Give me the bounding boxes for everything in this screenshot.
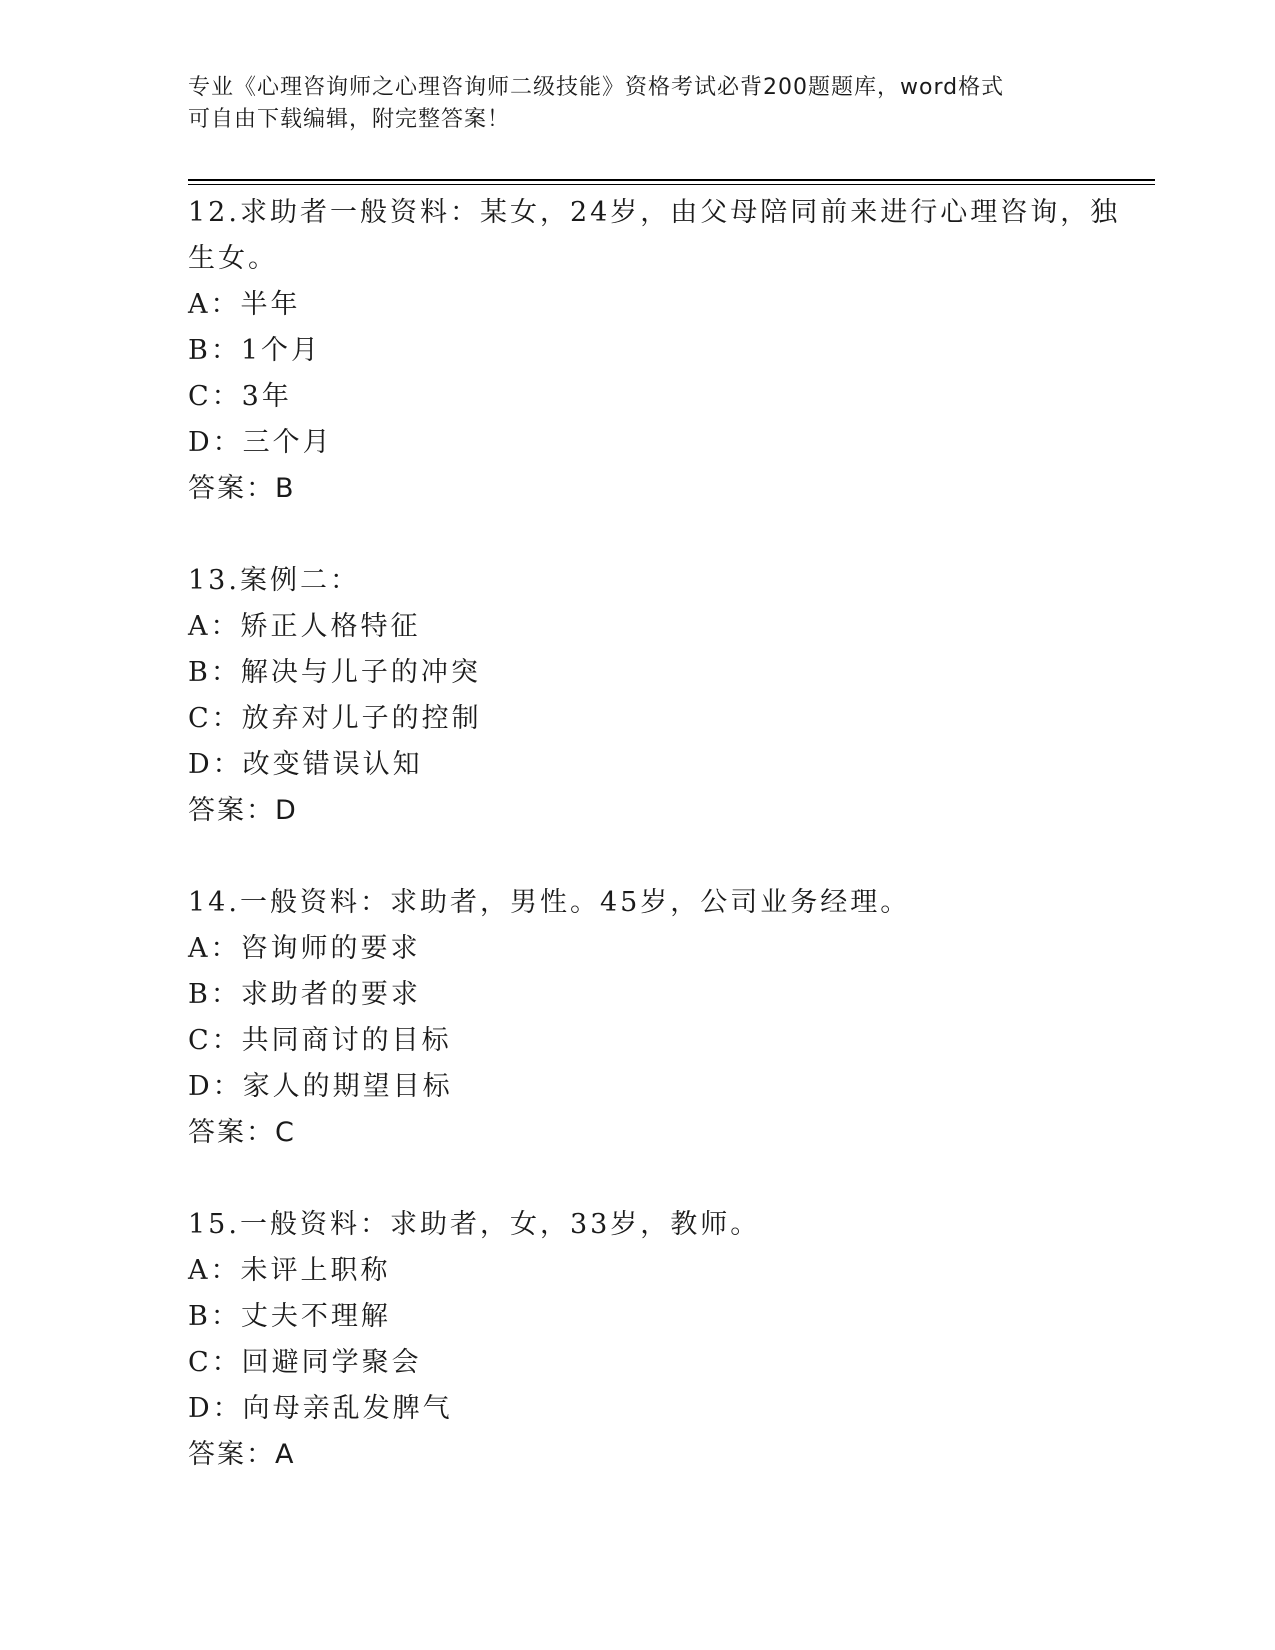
option-c: C：3年 — [188, 381, 292, 412]
question-13 — [188, 558, 1148, 834]
question-stem: 14.一般资料：求助者，男性。45岁，公司业务经理。 — [188, 887, 911, 918]
option-d: D：家人的期望目标 — [188, 1071, 453, 1102]
question-12 — [188, 190, 1148, 512]
option-b: B：丈夫不理解 — [188, 1301, 391, 1332]
header-divider-thin — [188, 184, 1155, 185]
option-b: B：求助者的要求 — [188, 979, 421, 1010]
answer-line: 答案：B — [188, 473, 296, 504]
question-14 — [188, 880, 1148, 1156]
header-line-2: 可自由下载编辑，附完整答案！ — [188, 107, 511, 132]
option-a: A：矫正人格特征 — [188, 611, 421, 642]
option-c: C：回避同学聚会 — [188, 1347, 422, 1378]
question-stem: 12.求助者一般资料：某女，24岁，由父母陪同前来进行心理咨询，独生女。 — [188, 197, 1121, 274]
option-b: B：解决与儿子的冲突 — [188, 657, 481, 688]
option-c: C：放弃对儿子的控制 — [188, 703, 482, 734]
question-stem: 13.案例二： — [188, 565, 360, 596]
option-d: D：三个月 — [188, 427, 333, 458]
option-d: D：改变错误认知 — [188, 749, 423, 780]
question-15 — [188, 1202, 1148, 1478]
header-line-1: 专业《心理咨询师之心理咨询师二级技能》资格考试必背200题题库，word格式 — [188, 75, 1005, 100]
question-stem: 15.一般资料：求助者，女，33岁，教师。 — [188, 1209, 761, 1240]
option-a: A：半年 — [188, 289, 301, 320]
answer-line: 答案：D — [188, 795, 298, 826]
answer-line: 答案：A — [188, 1439, 296, 1470]
option-b: B：1个月 — [188, 335, 322, 366]
question-list — [188, 190, 1148, 1524]
header-divider-thick — [188, 179, 1155, 181]
document-header — [188, 72, 1088, 136]
option-a: A：咨询师的要求 — [188, 933, 421, 964]
answer-line: 答案：C — [188, 1117, 296, 1148]
option-d: D：向母亲乱发脾气 — [188, 1393, 453, 1424]
option-c: C：共同商讨的目标 — [188, 1025, 452, 1056]
option-a: A：未评上职称 — [188, 1255, 391, 1286]
